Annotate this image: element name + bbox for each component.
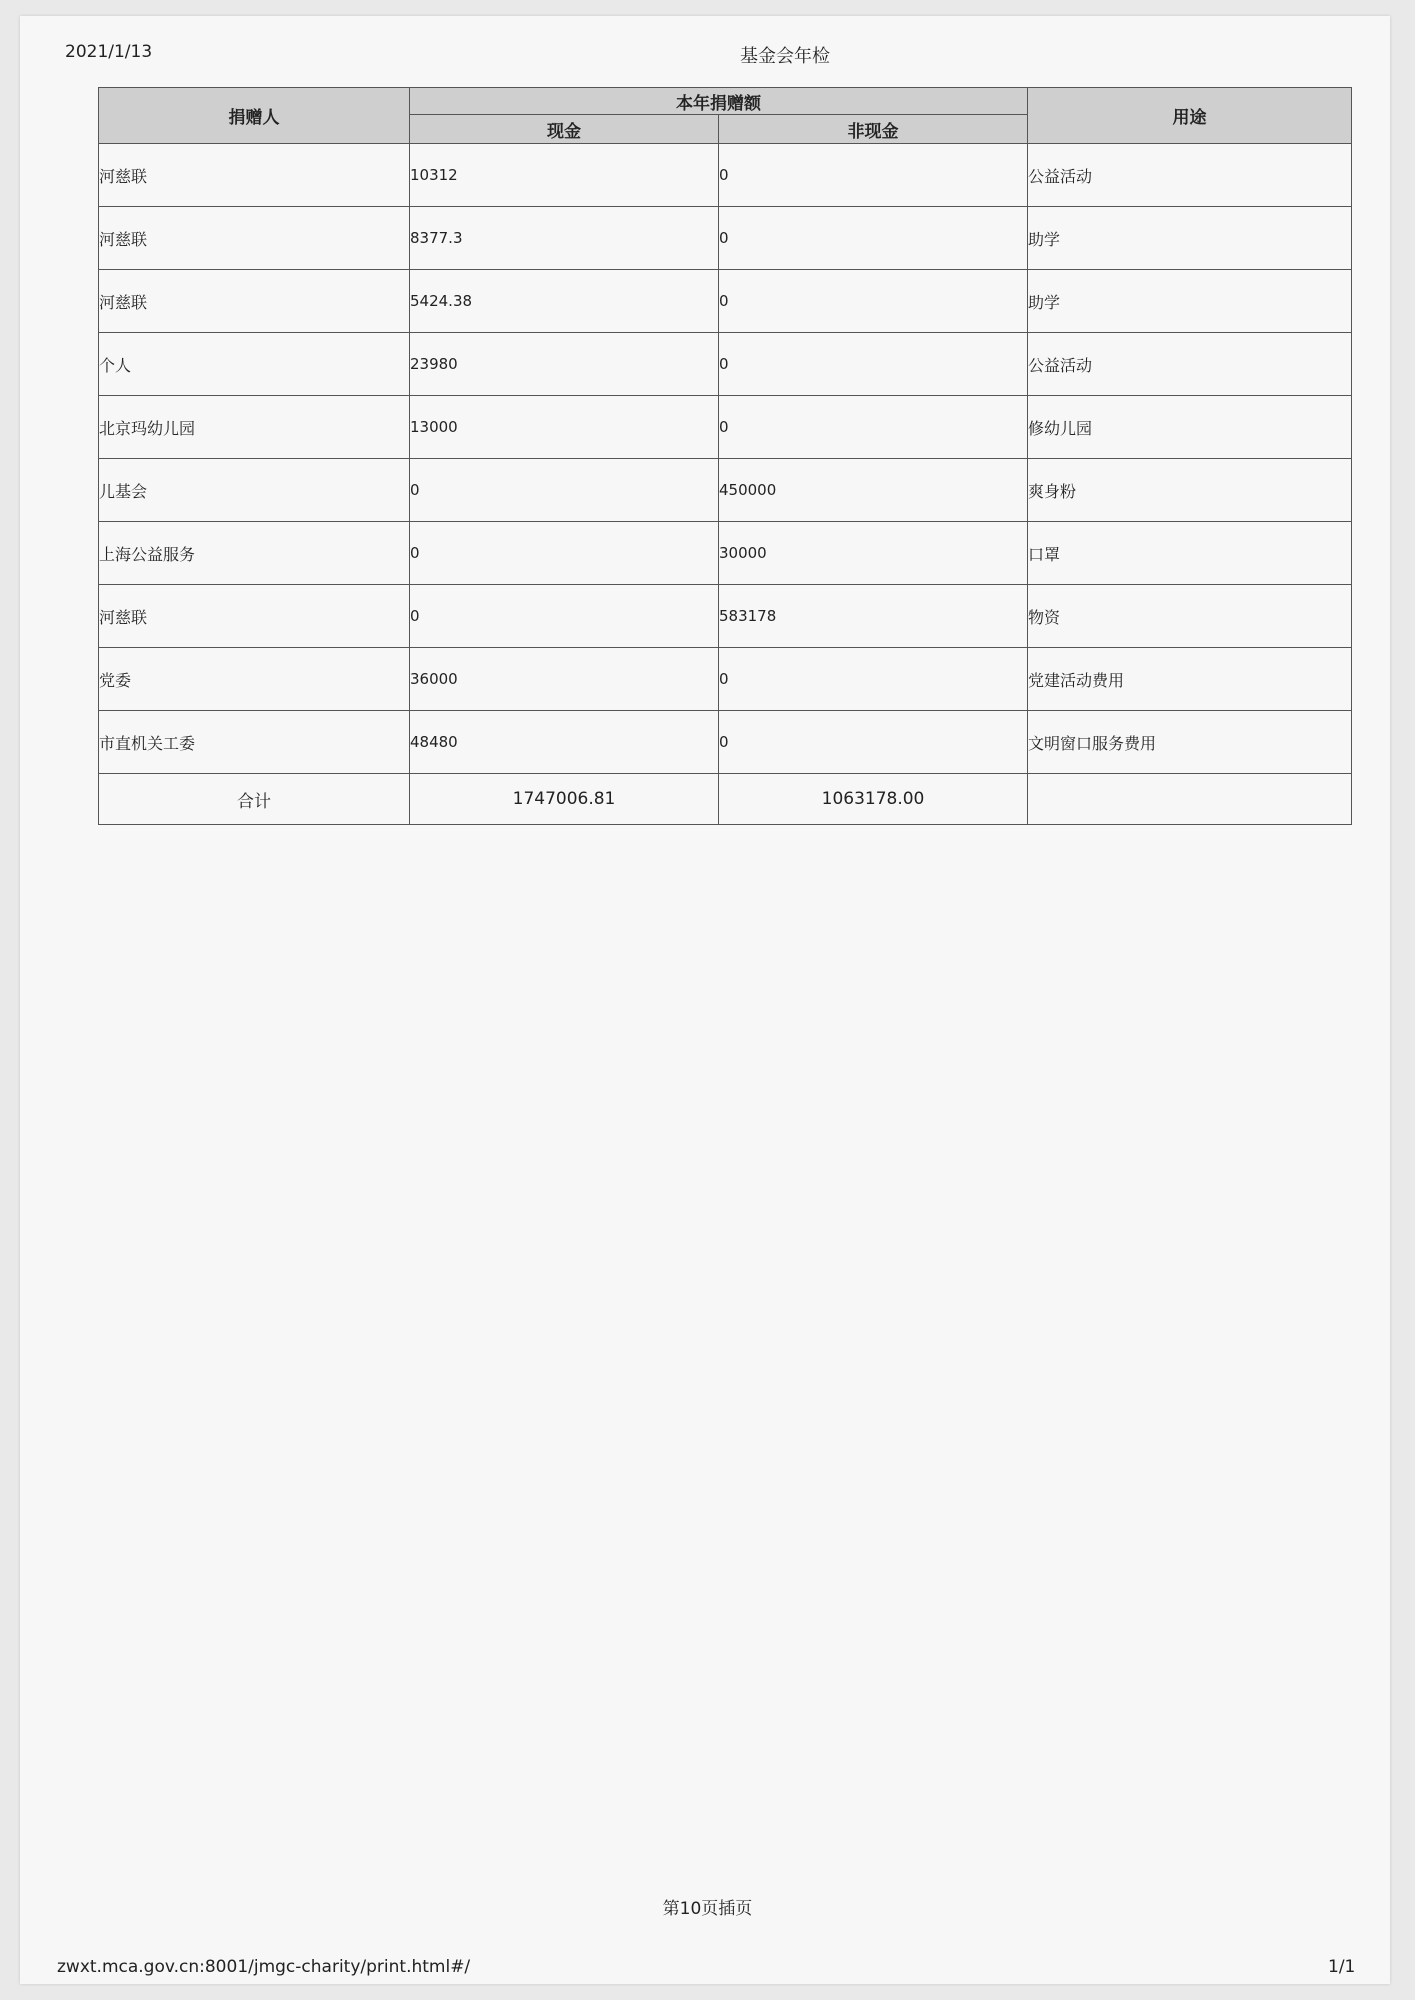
cell-noncash: 0	[719, 711, 1028, 774]
page-title: 基金会年检	[740, 46, 830, 67]
cell-noncash: 0	[719, 144, 1028, 207]
total-row	[99, 774, 1352, 825]
cell-donor: 上海公益服务	[99, 522, 410, 585]
total-cash: 1747006.81	[410, 774, 719, 825]
cell-donor: 北京玛幼儿园	[99, 396, 410, 459]
cell-purpose: 修幼儿园	[1028, 396, 1352, 459]
cell-donor: 河慈联	[99, 144, 410, 207]
total-label: 合计	[99, 774, 410, 825]
cell-purpose: 公益活动	[1028, 144, 1352, 207]
cell-noncash: 450000	[719, 459, 1028, 522]
table-row	[99, 333, 1352, 396]
cell-purpose: 公益活动	[1028, 333, 1352, 396]
cell-purpose: 助学	[1028, 270, 1352, 333]
cell-cash: 0	[410, 585, 719, 648]
cell-purpose: 口罩	[1028, 522, 1352, 585]
page-count: 1/1	[1328, 1957, 1356, 1977]
cell-donor: 市直机关工委	[99, 711, 410, 774]
cell-noncash: 30000	[719, 522, 1028, 585]
cell-cash: 5424.38	[410, 270, 719, 333]
table-row	[99, 396, 1352, 459]
cell-cash: 36000	[410, 648, 719, 711]
header-purpose: 用途	[1028, 88, 1352, 144]
cell-donor: 儿基会	[99, 459, 410, 522]
cell-noncash: 0	[719, 396, 1028, 459]
cell-cash: 48480	[410, 711, 719, 774]
header-cash: 现金	[410, 115, 719, 144]
cell-donor: 河慈联	[99, 207, 410, 270]
table-row	[99, 270, 1352, 333]
cell-cash: 23980	[410, 333, 719, 396]
donation-table	[98, 87, 1352, 825]
table-row	[99, 711, 1352, 774]
print-url: zwxt.mca.gov.cn:8001/jmgc-charity/print.html#/	[57, 1957, 471, 1977]
total-purpose	[1028, 774, 1352, 825]
cell-donor: 个人	[99, 333, 410, 396]
cell-donor: 河慈联	[99, 585, 410, 648]
cell-purpose: 爽身粉	[1028, 459, 1352, 522]
cell-cash: 0	[410, 459, 719, 522]
cell-purpose: 文明窗口服务费用	[1028, 711, 1352, 774]
table-row	[99, 585, 1352, 648]
cell-donor: 党委	[99, 648, 410, 711]
cell-purpose: 党建活动费用	[1028, 648, 1352, 711]
cell-donor: 河慈联	[99, 270, 410, 333]
cell-noncash: 0	[719, 270, 1028, 333]
cell-cash: 0	[410, 522, 719, 585]
total-noncash: 1063178.00	[719, 774, 1028, 825]
header-noncash: 非现金	[719, 115, 1028, 144]
cell-purpose: 物资	[1028, 585, 1352, 648]
header-amount-group: 本年捐赠额	[410, 88, 1028, 115]
table-row	[99, 648, 1352, 711]
cell-purpose: 助学	[1028, 207, 1352, 270]
cell-noncash: 0	[719, 648, 1028, 711]
cell-cash: 13000	[410, 396, 719, 459]
print-date: 2021/1/13	[65, 42, 153, 62]
table-row	[99, 522, 1352, 585]
cell-cash: 10312	[410, 144, 719, 207]
table-row	[99, 459, 1352, 522]
header-donor: 捐赠人	[99, 88, 410, 144]
cell-noncash: 583178	[719, 585, 1028, 648]
cell-noncash: 0	[719, 207, 1028, 270]
page-insert-label: 第10页插页	[662, 1899, 753, 1919]
table-row	[99, 207, 1352, 270]
donation-table-wrapper	[98, 87, 1351, 825]
cell-cash: 8377.3	[410, 207, 719, 270]
table-row	[99, 144, 1352, 207]
cell-noncash: 0	[719, 333, 1028, 396]
